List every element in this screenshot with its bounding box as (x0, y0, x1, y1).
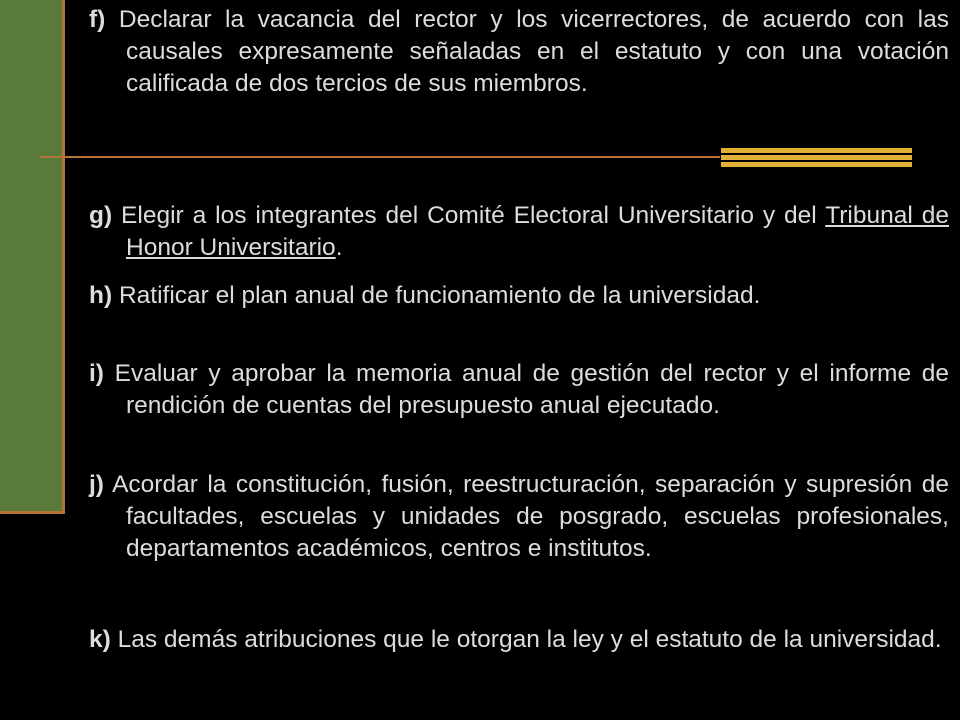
item-letter: h) (89, 282, 113, 309)
decorative-rule-block (721, 148, 912, 168)
item-text: Evaluar y aprobar la memoria anual de gestión del rector y el informe de rendición de cuentas del presupuesto anual ejecutado. (114, 360, 949, 419)
list-item-h (89, 280, 949, 312)
item-letter: g) (89, 202, 113, 229)
list-item-j (89, 469, 949, 565)
item-letter: j) (89, 471, 104, 498)
item-text: Las demás atribuciones que le otorgan la ley y el estatuto de la universidad. (117, 626, 942, 653)
item-text: Acordar la constitución, fusión, reestructuración, separación y supresión de facultades, escuelas y unidades de posgrado, escuelas profesionales, departamentos académicos, centros e institutos. (112, 471, 949, 562)
list-item-f (89, 4, 949, 100)
item-letter: k) (89, 626, 111, 653)
list-item-g (89, 200, 949, 264)
list-item-k (89, 624, 949, 656)
list-item-i (89, 358, 949, 422)
item-text: Declarar la vacancia del rector y los vicerrectores, de acuerdo con las causales expresamente señaladas en el estatuto y con una votación calificada de dos tercios de sus miembros. (118, 6, 949, 97)
item-text: Elegir a los integrantes del Comité Electoral Universitario y del (121, 202, 826, 229)
tribunal-link[interactable]: Tribunal de Honor Universitario (126, 202, 949, 261)
item-text: Ratificar el plan anual de funcionamiento de la universidad. (118, 282, 761, 309)
item-letter: f) (89, 6, 106, 33)
decorative-rule-line (40, 156, 720, 158)
item-letter: i) (89, 360, 104, 387)
item-text-end: . (335, 234, 343, 261)
side-accent-foot (0, 511, 65, 514)
side-accent-bar (0, 0, 62, 512)
side-accent-edge (62, 0, 65, 512)
